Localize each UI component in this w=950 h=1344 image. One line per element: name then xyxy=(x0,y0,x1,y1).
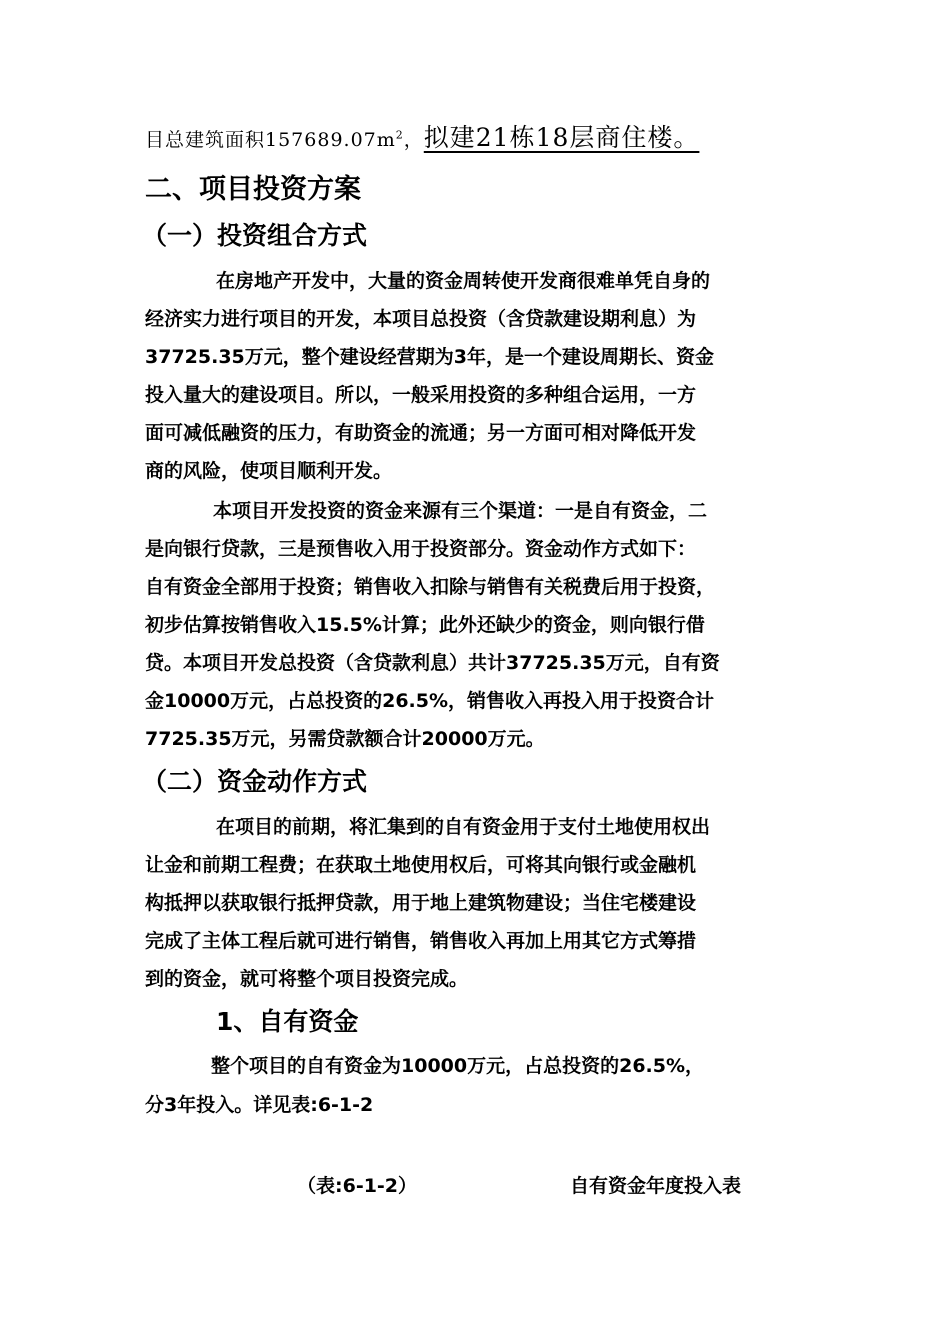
paragraph-line: 商的风险，使项目顺利开发。 xyxy=(145,460,393,482)
table-caption-title: 自有资金年度投入表 xyxy=(570,1175,742,1197)
paragraph-line: 7725.35万元，另需贷款额合计20000万元。 xyxy=(145,728,545,750)
section-heading: 二、项目投资方案 xyxy=(145,174,361,205)
paragraph-line: 自有资金全部用于投资；销售收入扣除与销售有关税费后用于投资， xyxy=(145,576,716,598)
paragraph-line: 完成了主体工程后就可进行销售，销售收入再加上用其它方式筹措 xyxy=(145,930,697,952)
intro-separator: ， xyxy=(403,129,424,151)
paragraph-line: 让金和前期工程费；在获取土地使用权后，可将其向银行或金融机 xyxy=(145,854,697,876)
table-caption-number: （表:6-1-2） xyxy=(297,1175,418,1197)
intro-highlight: 拟建21栋18层商住楼。 xyxy=(423,123,700,152)
intro-line xyxy=(145,118,815,154)
paragraph-line: 投入量大的建设项目。所以，一般采用投资的多种组合运用，一方 xyxy=(145,384,697,406)
intro-prefix: 目总建筑面积157689.07m xyxy=(145,129,396,151)
paragraph-line: 初步估算按销售收入15.5%计算；此外还缺少的资金，则向银行借 xyxy=(145,614,705,636)
paragraph-line: 金10000万元，占总投资的26.5%，销售收入再投入用于投资合计 xyxy=(145,690,715,712)
paragraph-line: 贷。本项目开发总投资（含贷款利息）共计37725.35万元，自有资 xyxy=(145,652,720,674)
paragraph-line: 分3年投入。详见表:6-1-2 xyxy=(145,1094,374,1116)
paragraph-line: 整个项目的自有资金为10000万元，占总投资的26.5%， xyxy=(211,1055,705,1077)
paragraph-line: 到的资金，就可将整个项目投资完成。 xyxy=(145,968,469,990)
paragraph-line: 在房地产开发中，大量的资金周转使开发商很难单凭自身的 xyxy=(216,270,711,292)
item-heading: 1、自有资金 xyxy=(216,1007,359,1036)
subsection-heading-2: （二）资金动作方式 xyxy=(142,767,368,796)
paragraph-line: 经济实力进行项目的开发，本项目总投资（含贷款建设期利息）为 xyxy=(145,308,697,330)
paragraph-line: 37725.35万元，整个建设经营期为3年，是一个建设周期长、资金 xyxy=(145,346,714,368)
paragraph-line: 本项目开发投资的资金来源有三个渠道：一是自有资金，二 xyxy=(213,500,708,522)
paragraph-line: 是向银行贷款，三是预售收入用于投资部分。资金动作方式如下： xyxy=(145,538,697,560)
paragraph-line: 构抵押以获取银行抵押贷款，用于地上建筑物建设；当住宅楼建设 xyxy=(145,892,697,914)
paragraph-line: 面可减低融资的压力，有助资金的流通；另一方面可相对降低开发 xyxy=(145,422,697,444)
intro-superscript: 2 xyxy=(395,128,404,142)
paragraph-line: 在项目的前期，将汇集到的自有资金用于支付土地使用权出 xyxy=(216,816,711,838)
subsection-heading-1: （一）投资组合方式 xyxy=(142,221,368,250)
